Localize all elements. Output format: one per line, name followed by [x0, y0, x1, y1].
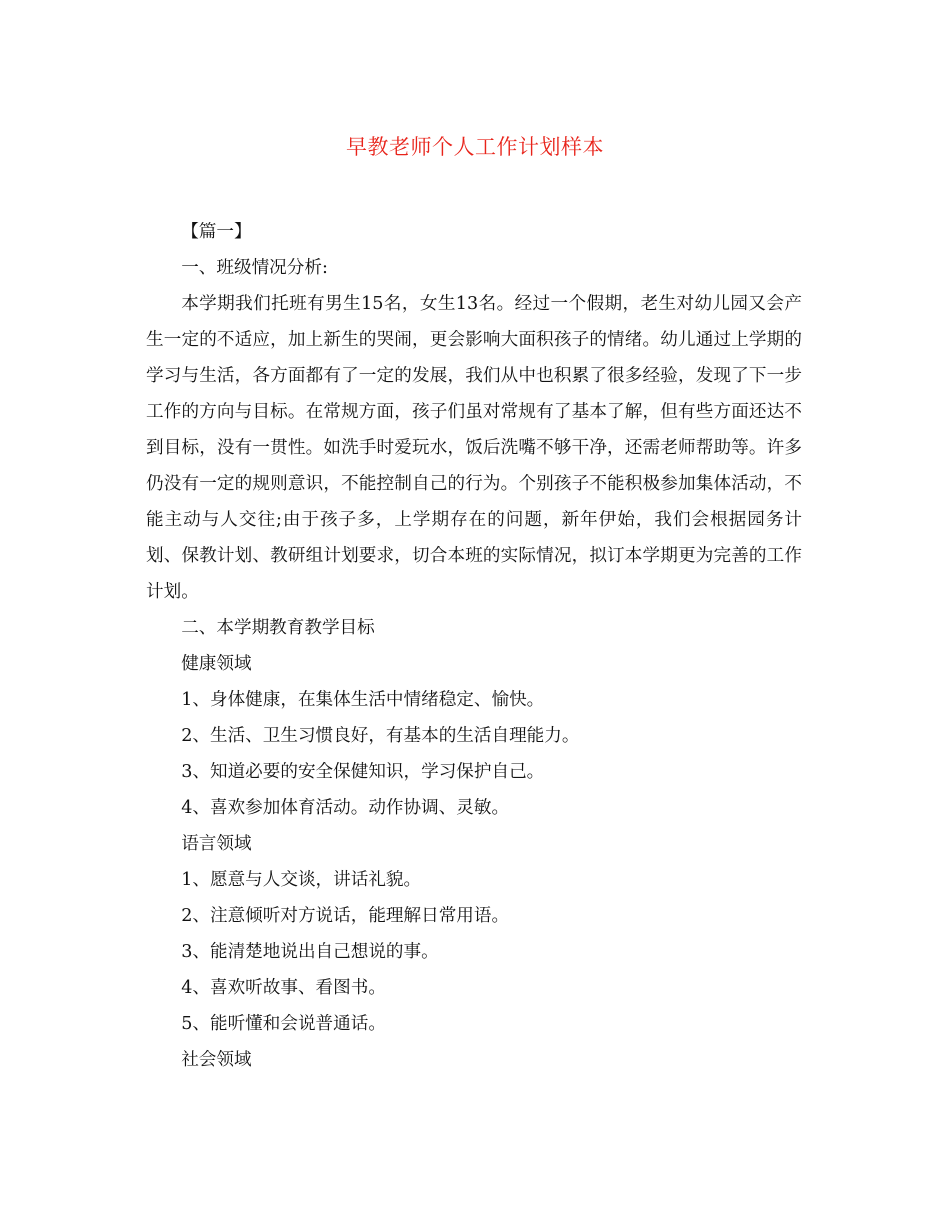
health-item: 2、生活、卫生习惯良好，有基本的生活自理能力。 [181, 726, 580, 746]
social-domain-label: 社会领域 [181, 1050, 252, 1070]
language-item: 1、愿意与人交谈，讲话礼貌。 [181, 870, 422, 890]
document-body [146, 214, 802, 1078]
paragraph-class-analysis: 本学期我们托班有男生15名，女生13名。经过一个假期，老生对幼儿园又会产生一定的不适应，加上新生的哭闹，更会影响大面积孩子的情绪。幼儿通过上学期的学习与生活，各方面都有了一定的发展，我们从中也积累了很多经验，发现了下一步工作的方向与目标。在常规方面，孩子们虽对常规有了基本了解，但有些方面还达不到目标，没有一贯性。如洗手时爱玩水，饭后洗嘴不够干净，还需老师帮助等。许多仍没有一定的规则意识，不能控制自己的行为。个别孩子不能积极参加集体活动，不能主动与人交往;由于孩子多，上学期存在的问题，新年伊始，我们会根据园务计划、保教计划、教研组计划要求，切合本班的实际情况，拟订本学期更为完善的工作计划。 [146, 294, 802, 602]
section-label: 【篇一】 [181, 222, 252, 242]
heading-teaching-goals: 二、本学期教育教学目标 [181, 618, 375, 638]
health-item: 4、喜欢参加体育活动。动作协调、灵敏。 [181, 798, 510, 818]
health-item: 1、身体健康，在集体生活中情绪稳定、愉快。 [181, 690, 545, 710]
language-item: 3、能清楚地说出自己想说的事。 [181, 942, 439, 962]
health-item: 3、知道必要的安全保健知识，学习保护自己。 [181, 762, 545, 782]
heading-class-analysis: 一、班级情况分析: [181, 258, 328, 278]
health-domain-label: 健康领域 [181, 654, 252, 674]
document-title: 早教老师个人工作计划样本 [346, 135, 604, 159]
language-domain-label: 语言领域 [181, 834, 252, 854]
language-item: 2、注意倾听对方说话，能理解日常用语。 [181, 906, 510, 926]
language-item: 4、喜欢听故事、看图书。 [181, 978, 386, 998]
language-item: 5、能听懂和会说普通话。 [181, 1014, 386, 1034]
